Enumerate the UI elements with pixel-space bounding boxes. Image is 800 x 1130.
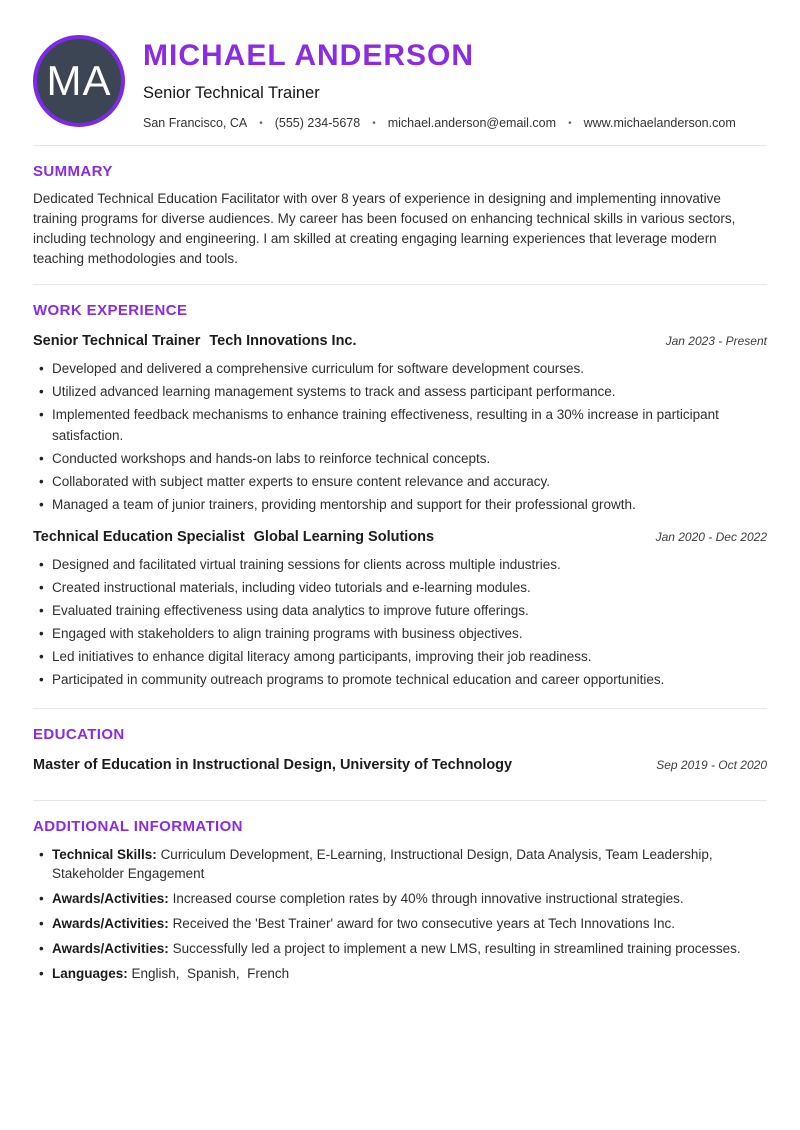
contact-phone: (555) 234-5678 [274,116,361,130]
contact-location: San Francisco, CA [143,116,248,130]
job-bullet-list [33,358,767,515]
avatar [33,35,125,127]
additional-info-item [33,845,767,883]
additional-info-text: English, Spanish, French [131,966,290,981]
section-divider [33,284,767,285]
additional-info-item [33,914,767,933]
resume-header [33,0,767,130]
education-degree: Master of Education in Instructional Design, University of Technology [33,757,513,773]
job-bullet: • Evaluated training effectiveness using data analytics to improve future offerings. [33,600,767,621]
job-bullet: • Collaborated with subject matter experts to ensure content relevance and accuracy. [33,471,767,492]
job-title-row [33,529,434,545]
additional-info-text: Curriculum Development, E-Learning, Instructional Design, Data Analysis, Team Leadership, Stakeholder Engagement [52,847,717,881]
additional-info-label: Awards/Activities: [52,891,169,906]
section-summary [33,163,767,269]
job-position: Technical Education Specialist [33,529,245,545]
job-dates: Jan 2023 - Present [665,334,767,348]
additional-info-label: Technical Skills: [52,847,157,862]
job-entry-header [33,333,767,349]
job-bullet: • Engaged with stakeholders to align training programs with business objectives. [33,623,767,644]
section-additional-information [33,818,767,983]
additional-info-text: Increased course completion rates by 40% through innovative instructional strategies. [172,891,684,906]
education-heading: EDUCATION [33,726,125,743]
job-company: Tech Innovations Inc. [209,333,357,349]
additional-info-list [33,845,767,983]
section-work-experience [33,302,767,690]
additional-info-label: Awards/Activities: [52,916,169,931]
job-entry [33,529,767,690]
education-entry [33,757,767,773]
job-bullet: • Utilized advanced learning management systems to track and assess participant performance. [33,381,767,402]
job-bullet: • Participated in community outreach programs to promote technical education and career opportunities. [33,669,767,690]
additional-info-text: Received the 'Best Trainer' award for two consecutive years at Tech Innovations Inc. [172,916,675,931]
job-entry [33,333,767,515]
person-job-title: Senior Technical Trainer [143,84,320,102]
job-bullet: • Implemented feedback mechanisms to enhance training effectiveness, resulting in a 30% increase in participant satisfaction. [33,404,767,446]
additional-info-text: Successfully led a project to implement a new LMS, resulting in streamlined training processes. [172,941,741,956]
job-title-row [33,333,357,349]
job-bullet: • Developed and delivered a comprehensive curriculum for software development courses. [33,358,767,379]
summary-text: Dedicated Technical Education Facilitator with over 8 years of experience in designing and implementing innovative training programs for diverse audiences. My career has been focused on enhancing technical skills in various sectors, including technology and engineering. I am skilled at creating engaging learning experiences that leverage modern teaching methodologies and tools. [33,191,736,266]
job-bullet: • Designed and facilitated virtual training sessions for clients across multiple industries. [33,554,767,575]
job-entry-header [33,529,767,545]
education-dates: Sep 2019 - Oct 2020 [656,758,767,772]
job-bullet-list [33,554,767,690]
section-divider [33,708,767,709]
person-name: MICHAEL ANDERSON [143,39,475,72]
contact-website: www.michaelanderson.com [583,116,736,130]
job-position: Senior Technical Trainer [33,333,201,349]
job-bullet: • Managed a team of junior trainers, providing mentorship and support for their professional growth. [33,494,767,515]
additional-information-heading: ADDITIONAL INFORMATION [33,818,243,835]
separator-dot-icon: • [372,117,376,129]
section-divider [33,145,767,146]
job-company: Global Learning Solutions [253,529,435,545]
section-education [33,726,767,773]
additional-info-item [33,889,767,908]
job-bullet: • Conducted workshops and hands-on labs to reinforce technical concepts. [33,448,767,469]
job-dates: Jan 2020 - Dec 2022 [655,530,767,544]
header-text [143,35,736,130]
summary-heading: SUMMARY [33,163,113,180]
job-bullet: • Created instructional materials, including video tutorials and e-learning modules. [33,577,767,598]
additional-info-label: Awards/Activities: [52,941,169,956]
contact-row [143,116,736,130]
section-divider [33,800,767,801]
avatar-initials: MA [46,57,112,104]
separator-dot-icon: • [259,117,263,129]
separator-dot-icon: • [568,117,572,129]
job-bullet: • Led initiatives to enhance digital literacy among participants, improving their job readiness. [33,646,767,667]
additional-info-label: Languages: [52,966,128,981]
additional-info-item [33,939,767,958]
work-experience-heading: WORK EXPERIENCE [33,302,188,319]
contact-email: michael.anderson@email.com [387,116,557,130]
additional-info-item [33,964,767,983]
